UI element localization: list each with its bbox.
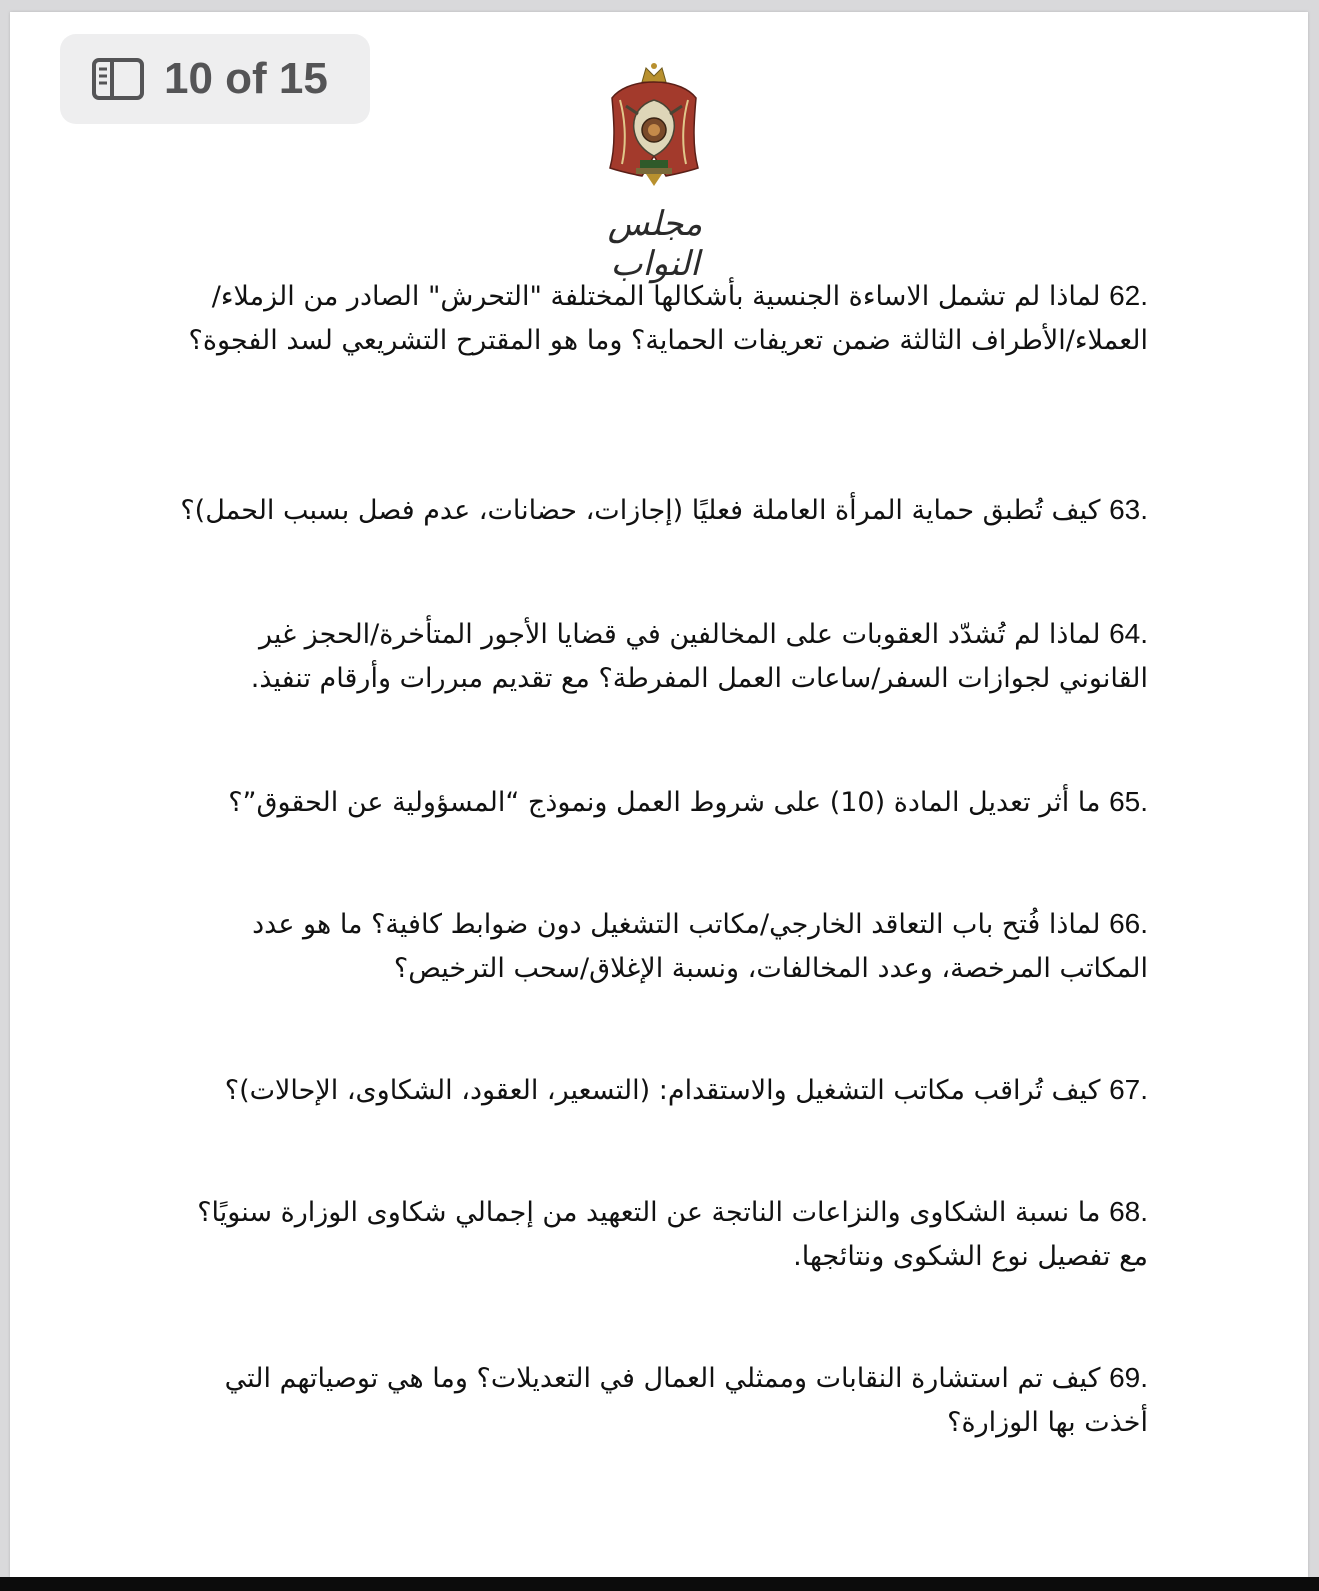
page-counter-badge[interactable] — [60, 34, 370, 124]
question-text: لماذا فُتح باب التعاقد الخارجي/مكاتب التشغيل دون ضوابط كافية؟ ما هو عدد المكاتب المرخصة، وعدد المخالفات، ونسبة الإغلاق/سحب الترخيص؟ — [252, 909, 1148, 984]
sidebar-pages-icon[interactable] — [92, 58, 144, 100]
question-item — [180, 1190, 1148, 1279]
question-item — [180, 1068, 1148, 1113]
council-name-calligraphy: مجلس النواب — [607, 204, 703, 284]
question-item — [180, 902, 1148, 991]
document-page — [10, 12, 1308, 1577]
jordan-coat-of-arms-icon — [596, 60, 712, 190]
question-number: .67 — [1109, 1074, 1148, 1105]
question-text: ما نسبة الشكاوى والنزاعات الناتجة عن التعهيد من إجمالي شكاوى الوزارة سنويًا؟ مع تفصيل نوع الشكوى ونتائجها. — [197, 1197, 1148, 1272]
question-text: كيف تم استشارة النقابات وممثلي العمال في التعديلات؟ وما هي توصياتهم التي أخذت بها الوزارة؟ — [224, 1363, 1148, 1438]
question-number: .66 — [1109, 908, 1148, 939]
question-item — [180, 488, 1148, 533]
question-item — [180, 274, 1148, 363]
question-text: لماذا لم تُشدّد العقوبات على المخالفين في قضايا الأجور المتأخرة/الحجز غير القانوني لجوازات السفر/ساعات العمل المفرطة؟ مع تقديم مبررات وأرقام تنفيذ. — [250, 619, 1148, 694]
question-item — [180, 1356, 1148, 1445]
question-item — [180, 780, 1148, 825]
question-text: كيف تُطبق حماية المرأة العاملة فعليًا (إجازات، حضانات، عدم فصل بسبب الحمل)؟ — [180, 495, 1101, 526]
bottom-toolbar-edge — [0, 1577, 1319, 1591]
page-counter-text: 10 of 15 — [164, 54, 328, 103]
question-number: .63 — [1109, 494, 1148, 525]
question-number: .65 — [1109, 786, 1148, 817]
question-number: .68 — [1109, 1196, 1148, 1227]
question-number: .62 — [1109, 280, 1148, 311]
question-text: لماذا لم تشمل الاساءة الجنسية بأشكالها المختلفة "التحرش" الصادر من الزملاء/العملاء/الأطراف الثالثة ضمن تعريفات الحماية؟ وما هو المقترح التشريعي لسد الفجوة؟ — [188, 281, 1148, 356]
question-number: .64 — [1109, 618, 1148, 649]
question-text: ما أثر تعديل المادة (10) على شروط العمل ونموذج “المسؤولية عن الحقوق”؟ — [228, 787, 1101, 818]
question-number: .69 — [1109, 1362, 1148, 1393]
question-text: كيف تُراقب مكاتب التشغيل والاستقدام: (التسعير، العقود، الشكاوى، الإحالات)؟ — [224, 1075, 1101, 1106]
question-item — [180, 612, 1148, 701]
